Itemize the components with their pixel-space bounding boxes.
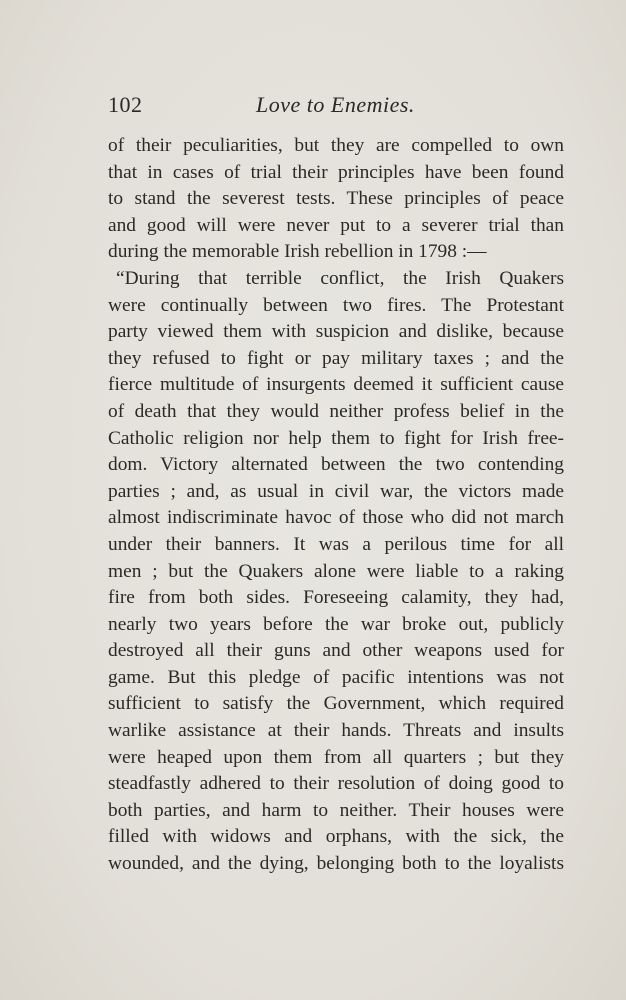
text-line: under their banners. It was a perilous time for all bbox=[108, 533, 564, 555]
text-line: sufficient to satisfy the Government, which required bbox=[108, 693, 564, 715]
text-line: game. But this pledge of pacific intentions was not bbox=[108, 666, 564, 688]
page-header bbox=[108, 92, 564, 118]
text-line: nearly two years before the war broke out, publicly bbox=[108, 613, 564, 635]
text-line: that in cases of trial their principles have been found bbox=[108, 161, 564, 183]
text-line: and good will were never put to a severer trial than bbox=[108, 214, 564, 236]
text-line: men ; but the Quakers alone were liable to a raking bbox=[108, 560, 564, 582]
text-line: they refused to fight or pay military taxes ; and the bbox=[108, 347, 564, 369]
text-line: party viewed them with suspicion and dislike, because bbox=[108, 321, 564, 343]
text-line: dom. Victory alternated between the two contending bbox=[108, 454, 564, 476]
text-line: warlike assistance at their hands. Threats and insults bbox=[108, 720, 564, 742]
page-number: 102 bbox=[108, 92, 143, 117]
text-line: were continually between two fires. The Protestant bbox=[108, 294, 564, 316]
running-title: Love to Enemies. bbox=[256, 92, 415, 117]
text-line: almost indiscriminate havoc of those who did not march bbox=[108, 507, 564, 529]
text-line: steadfastly adhered to their resolution of doing good to bbox=[108, 773, 564, 795]
text-line: of death that they would neither profess belief in the bbox=[108, 400, 564, 422]
text-line: to stand the severest tests. These principles of peace bbox=[108, 188, 564, 210]
body-text bbox=[108, 133, 564, 878]
text-line: Catholic religion nor help them to fight for Irish free- bbox=[108, 427, 564, 449]
text-line: “During that terrible conflict, the Irish Quakers bbox=[116, 267, 564, 289]
text-line: fire from both sides. Foreseeing calamity, they had, bbox=[108, 587, 564, 609]
text-line: parties ; and, as usual in civil war, the victors made bbox=[108, 480, 564, 502]
text-line: filled with widows and orphans, with the sick, the bbox=[108, 826, 564, 848]
text-line: during the memorable Irish rebellion in 1798 :— bbox=[108, 241, 487, 263]
text-line: of their peculiarities, but they are compelled to own bbox=[108, 135, 564, 156]
text-line: were heaped upon them from all quarters ; but they bbox=[108, 746, 564, 768]
text-line: both parties, and harm to neither. Their houses were bbox=[108, 799, 564, 821]
text-line: wounded, and the dying, belonging both to the loyalists bbox=[108, 853, 564, 875]
text-line: fierce multitude of insurgents deemed it sufficient cause bbox=[108, 374, 564, 396]
text-line: destroyed all their guns and other weapons used for bbox=[108, 640, 564, 662]
